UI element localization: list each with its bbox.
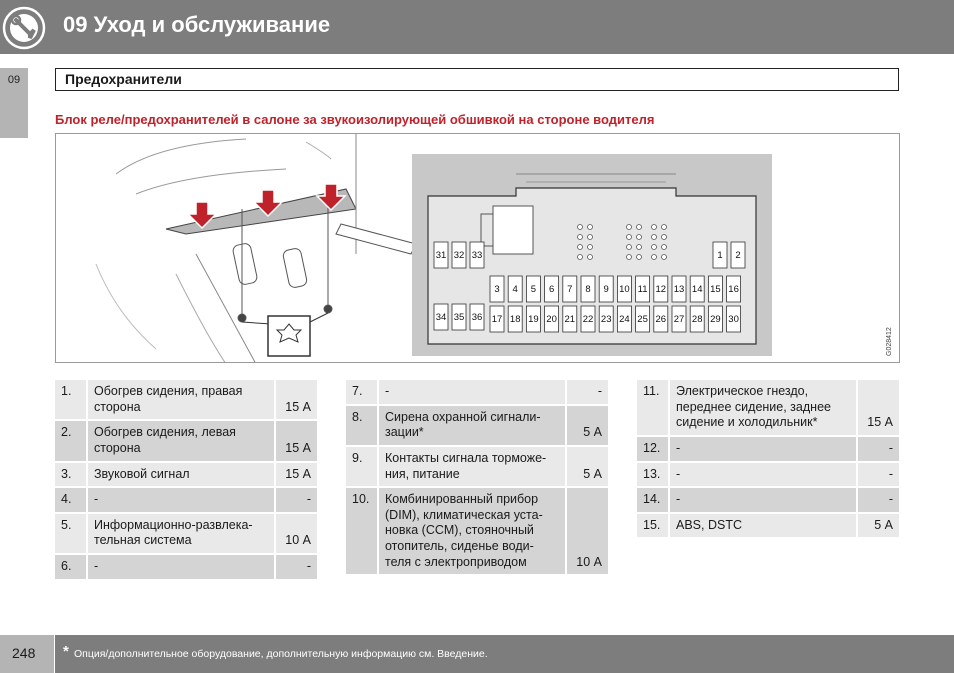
fuse-number: 6. [55, 554, 87, 580]
fuse-table-2 [346, 380, 608, 576]
table-row [55, 554, 317, 580]
fuse-label: 11 [637, 284, 648, 295]
fuse-description: - [669, 462, 857, 488]
table-row [346, 446, 608, 487]
fuse-rating: 5 А [566, 446, 608, 487]
fuse-number: 5. [55, 513, 87, 554]
fuse-label: 25 [637, 314, 648, 325]
fuse-description: Контакты сигнала торможе-ния, питание [378, 446, 566, 487]
fuse-description: - [669, 487, 857, 513]
section-header [55, 68, 899, 91]
fuse-rating: 15 А [275, 462, 317, 488]
fuse-box-illustration [55, 133, 900, 363]
fuse-label: 17 [491, 314, 503, 325]
table-row [637, 380, 899, 436]
fuse-description: Обогрев сидения, левая сторона [87, 420, 275, 461]
table-row [346, 405, 608, 446]
chapter-number: 09 [7, 74, 21, 86]
table-row [637, 513, 899, 539]
fuse-label: 2 [735, 250, 741, 261]
fuse-label: 34 [435, 312, 447, 323]
fuse-label: 5 [530, 284, 537, 295]
fuse-label: 14 [691, 284, 703, 295]
fuse-label: 8 [585, 284, 591, 295]
fuse-rating: - [857, 487, 899, 513]
fuse-description: Электрическое гнездо, переднее сидение, заднее сидение и холодильник* [669, 380, 857, 436]
fuse-label: 24 [619, 314, 630, 325]
fuse-label: 27 [673, 314, 685, 325]
fuse-label: 16 [728, 284, 739, 295]
fuse-label: 30 [728, 314, 739, 325]
fuse-rating: - [275, 487, 317, 513]
fuse-label: 36 [471, 312, 483, 323]
fuse-rating: - [566, 380, 608, 405]
fuse-label: 10 [619, 284, 630, 295]
fuse-label: 31 [435, 250, 447, 261]
fuse-label: 21 [564, 314, 576, 325]
fuse-label: 1 [717, 250, 723, 261]
fuse-number: 1. [55, 380, 87, 420]
fuse-number: 3. [55, 462, 87, 488]
fuse-label: 4 [512, 284, 518, 295]
fuse-number: 8. [346, 405, 378, 446]
subsection-title: Блок реле/предохранителей в салоне за звукоизолирующей обшивкой на стороне водителя [55, 112, 655, 127]
page-number: 248 [12, 645, 36, 661]
fuse-label: 18 [509, 314, 521, 325]
fuse-label: 26 [655, 314, 667, 325]
fuse-rating: 5 А [857, 513, 899, 539]
fuse-description: Комбинированный прибор (DIM), климатическая уста-новка (CCM), стояночный отопитель, сиденье води-теля с электроприводом [378, 487, 566, 575]
fuse-rating: 15 А [275, 420, 317, 461]
table-row [637, 487, 899, 513]
fuse-rating: 10 А [275, 513, 317, 554]
fuse-rating: - [275, 554, 317, 580]
chapter-tab [0, 68, 28, 138]
fuse-label: 6 [548, 284, 555, 295]
fuse-description: - [87, 487, 275, 513]
fuse-label: 32 [453, 250, 465, 261]
fuse-row-bottom [434, 304, 741, 332]
table-row [637, 462, 899, 488]
fuse-label: 33 [471, 250, 483, 261]
figure-code: G028412 [886, 327, 893, 356]
fuse-number: 15. [637, 513, 669, 539]
fuse-table-1 [55, 380, 317, 581]
fuse-number: 7. [346, 380, 378, 405]
footnote-text: Опция/дополнительное оборудование, дополнительную информацию см. Введение. [74, 648, 488, 660]
table-row [55, 462, 317, 488]
fuse-number: 9. [346, 446, 378, 487]
fuse-label: 19 [528, 314, 539, 325]
fuse-rating: 15 А [857, 380, 899, 436]
table-row [346, 487, 608, 575]
table-row [55, 380, 317, 420]
fuse-description: - [87, 554, 275, 580]
car-interior-sketch [96, 134, 416, 363]
fuse-number: 11. [637, 380, 669, 436]
fuse-number: 4. [55, 487, 87, 513]
fuse-description: Звуковой сигнал [87, 462, 275, 488]
table-row [346, 380, 608, 405]
table-row [55, 487, 317, 513]
fuse-label: 3 [494, 284, 500, 295]
fuse-label: 35 [453, 312, 465, 323]
page-header [0, 0, 954, 54]
fuse-number: 14. [637, 487, 669, 513]
fuse-description: Сирена охранной сигнали-зации* [378, 405, 566, 446]
fuse-label: 23 [600, 314, 612, 325]
table-row [637, 436, 899, 462]
page-number-box [0, 635, 54, 673]
fuse-rating: - [857, 462, 899, 488]
fuse-description: ABS, DSTC [669, 513, 857, 539]
fuse-label: 7 [567, 284, 573, 295]
fuse-description: - [378, 380, 566, 405]
fuse-label: 28 [691, 314, 703, 325]
fuse-number: 2. [55, 420, 87, 461]
fuse-description: - [669, 436, 857, 462]
fuse-label: 13 [673, 284, 685, 295]
fuse-rating: 15 А [275, 380, 317, 420]
fuse-number: 13. [637, 462, 669, 488]
fuse-number: 12. [637, 436, 669, 462]
table-row [55, 513, 317, 554]
fuse-label: 12 [655, 284, 667, 295]
page-footer [0, 635, 954, 673]
fuse-label: 9 [603, 284, 609, 295]
fuse-rating: 5 А [566, 405, 608, 446]
footnote [55, 635, 954, 673]
page-title: 09 Уход и обслуживание [63, 12, 331, 37]
fuse-table-3 [637, 380, 899, 539]
fuse-box-drawing [56, 134, 900, 363]
section-title: Предохранители [65, 71, 182, 87]
fuse-number: 10. [346, 487, 378, 575]
fuse-rating: - [857, 436, 899, 462]
fuse-label: 20 [546, 314, 557, 325]
fuse-description: Обогрев сидения, правая сторона [87, 380, 275, 420]
fuse-label: 15 [710, 284, 721, 295]
fuse-label: 22 [582, 314, 594, 325]
fuse-description: Информационно-развлека-тельная система [87, 513, 275, 554]
fuse-label: 29 [710, 314, 721, 325]
table-row [55, 420, 317, 461]
wrench-icon [0, 0, 54, 54]
footnote-star: * [63, 643, 69, 660]
fuse-rating: 10 А [566, 487, 608, 575]
